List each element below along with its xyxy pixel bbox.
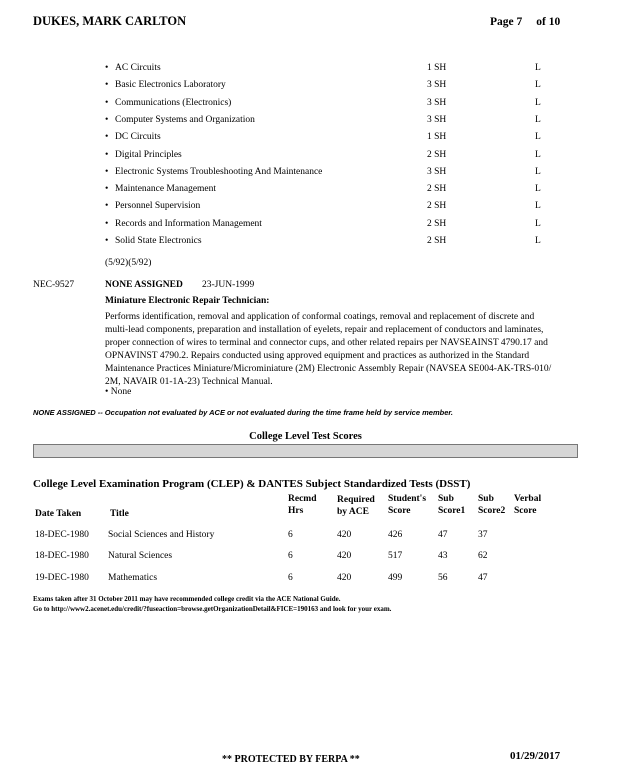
- course-level: L: [535, 167, 541, 177]
- bullet-icon: •: [105, 80, 109, 90]
- course-item: [105, 167, 322, 177]
- cell-recmd: 6: [288, 573, 293, 583]
- version-code: (5/92)(5/92): [105, 258, 152, 268]
- description-line: multi-lead components, preparation and installation of eyelets, repair and replacement of conductors and laminates,: [105, 325, 544, 335]
- bullet-icon: •: [105, 201, 109, 211]
- col-required: [337, 494, 375, 518]
- course-item: [105, 184, 216, 194]
- course-title: Communications (Electronics): [115, 98, 232, 108]
- cell-required: 420: [337, 551, 352, 561]
- course-hours: 2 SH: [427, 236, 447, 246]
- course-hours: 3 SH: [427, 115, 447, 125]
- cell-title: Mathematics: [108, 573, 158, 583]
- course-hours: 2 SH: [427, 184, 447, 194]
- course-level: L: [535, 115, 541, 125]
- course-title: Solid State Electronics: [115, 236, 202, 246]
- col-sub2-line2: Score2: [478, 506, 506, 516]
- print-date: 01/29/2017: [510, 750, 561, 762]
- nec-status: NONE ASSIGNED: [105, 280, 183, 290]
- col-student-line2: Score: [388, 506, 411, 516]
- course-hours: 3 SH: [427, 167, 447, 177]
- footnote-link: Go to http://www2.acenet.edu/credit/?fuseaction=browse.getOrganizationDetail&FICE=190163 and look for your exam.: [33, 605, 392, 613]
- cell-recmd: 6: [288, 530, 293, 540]
- course-title: AC Circuits: [115, 63, 161, 73]
- col-sub2-line1: Sub: [478, 494, 494, 504]
- col-sub-score1: [438, 493, 465, 517]
- cell-sub1: 47: [438, 530, 448, 540]
- cell-sub2: 47: [478, 573, 488, 583]
- cell-student: 426: [388, 530, 403, 540]
- bullet-icon: •: [105, 167, 109, 177]
- nec-description: [105, 311, 575, 389]
- course-title: Electronic Systems Troubleshooting And Maintenance: [115, 167, 323, 177]
- cell-title: Natural Sciences: [108, 551, 173, 561]
- course-level: L: [535, 219, 541, 229]
- course-item: [105, 201, 200, 211]
- col-recmd-hrs: [288, 493, 317, 517]
- cell-student: 517: [388, 551, 403, 561]
- nec-title: Miniature Electronic Repair Technician:: [105, 296, 270, 306]
- course-level: L: [535, 201, 541, 211]
- col-sub-score2: [478, 493, 505, 517]
- section-bar: [33, 444, 578, 458]
- page-number: Page 7: [490, 16, 523, 28]
- course-title: Personnel Supervision: [115, 201, 201, 211]
- clep-title: College Level Examination Program (CLEP) & DANTES Subject Standardized Tests (DSST): [33, 478, 471, 490]
- section-title: College Level Test Scores: [249, 431, 362, 442]
- bullet-icon: •: [105, 236, 109, 246]
- col-required-line2: by ACE: [337, 507, 369, 517]
- course-hours: 2 SH: [427, 219, 447, 229]
- cell-date: 18-DEC-1980: [35, 551, 89, 561]
- description-line: OPNAVINST 4790.2. Repairs conducted using approved equipment and practices as authorized in the Standard: [105, 351, 530, 361]
- description-line: Performs identification, removal and application of conformal coatings, removal and replacement of discrete and: [105, 312, 535, 322]
- bullet-icon: •: [105, 219, 109, 229]
- bullet-icon: •: [105, 132, 109, 142]
- course-item: [105, 98, 231, 108]
- cell-sub1: 56: [438, 573, 448, 583]
- nec-credit-value: None: [110, 387, 132, 397]
- course-item: [105, 236, 202, 246]
- bullet-icon: •: [105, 184, 109, 194]
- course-hours: 1 SH: [427, 132, 447, 142]
- course-title: Digital Principles: [115, 150, 182, 160]
- course-level: L: [535, 184, 541, 194]
- description-line: proper connection of wires to terminal and connector cups, and other related repairs per NAVSEAINST 4790.17 and: [105, 338, 548, 348]
- course-item: [105, 80, 226, 90]
- page-indicator: [490, 16, 560, 28]
- course-item: [105, 219, 262, 229]
- col-verbal-line1: Verbal: [514, 494, 542, 504]
- col-sub1-line1: Sub: [438, 494, 454, 504]
- ferpa-notice: ** PROTECTED BY FERPA **: [222, 754, 360, 765]
- course-level: L: [535, 98, 541, 108]
- col-student-score: [388, 493, 426, 517]
- bullet-icon: •: [105, 98, 109, 108]
- col-recmd-line1: Recmd: [288, 494, 317, 504]
- course-item: [105, 115, 255, 125]
- col-verbal-line2: Score: [514, 506, 537, 516]
- bullet-icon: •: [105, 387, 109, 397]
- course-item: [105, 63, 161, 73]
- course-level: L: [535, 150, 541, 160]
- cell-required: 420: [337, 530, 352, 540]
- page-total: of 10: [536, 16, 561, 28]
- nec-credit: [105, 387, 131, 397]
- course-level: L: [535, 63, 541, 73]
- col-date-taken: Date Taken: [35, 509, 82, 519]
- course-hours: 3 SH: [427, 80, 447, 90]
- cell-student: 499: [388, 573, 403, 583]
- none-assigned-note: NONE ASSIGNED -- Occupation not evaluated by ACE or not evaluated during the time frame held by service member.: [33, 408, 453, 417]
- nec-code: NEC-9527: [33, 280, 75, 290]
- col-verbal-score: [514, 493, 541, 517]
- col-required-line1: Required: [337, 495, 375, 505]
- course-hours: 3 SH: [427, 98, 447, 108]
- cell-date: 18-DEC-1980: [35, 530, 89, 540]
- cell-required: 420: [337, 573, 352, 583]
- course-title: Maintenance Management: [115, 184, 217, 194]
- description-line: 2M, NAVAIR 01-1A-23) Technical Manual.: [105, 377, 273, 387]
- course-title: DC Circuits: [115, 132, 161, 142]
- nec-date: 23-JUN-1999: [202, 280, 255, 290]
- col-student-line1: Student's: [388, 494, 427, 504]
- cell-sub1: 43: [438, 551, 448, 561]
- course-item: [105, 150, 182, 160]
- student-name: DUKES, MARK CARLTON: [33, 14, 187, 28]
- course-title: Computer Systems and Organization: [115, 115, 255, 125]
- course-level: L: [535, 236, 541, 246]
- course-level: L: [535, 80, 541, 90]
- cell-date: 19-DEC-1980: [35, 573, 89, 583]
- cell-title: Social Sciences and History: [108, 530, 215, 540]
- course-hours: 2 SH: [427, 150, 447, 160]
- cell-sub2: 62: [478, 551, 488, 561]
- description-line: Maintenance Practices Miniature/Microminiature (2M) Electronic Assembly Repair (NAVSEA SE004-AK-TRS-010/: [105, 364, 552, 374]
- course-title: Records and Information Management: [115, 219, 262, 229]
- course-item: [105, 132, 161, 142]
- col-sub1-line2: Score1: [438, 506, 466, 516]
- course-level: L: [535, 132, 541, 142]
- col-recmd-line2: Hrs: [288, 506, 304, 516]
- bullet-icon: •: [105, 63, 109, 73]
- cell-sub2: 37: [478, 530, 488, 540]
- course-hours: 2 SH: [427, 201, 447, 211]
- course-hours: 1 SH: [427, 63, 447, 73]
- bullet-icon: •: [105, 150, 109, 160]
- cell-recmd: 6: [288, 551, 293, 561]
- bullet-icon: •: [105, 115, 109, 125]
- course-title: Basic Electronics Laboratory: [115, 80, 226, 90]
- footnote-exams: Exams taken after 31 October 2011 may have recommended college credit via the ACE National Guide.: [33, 595, 341, 603]
- col-title: Title: [110, 509, 129, 519]
